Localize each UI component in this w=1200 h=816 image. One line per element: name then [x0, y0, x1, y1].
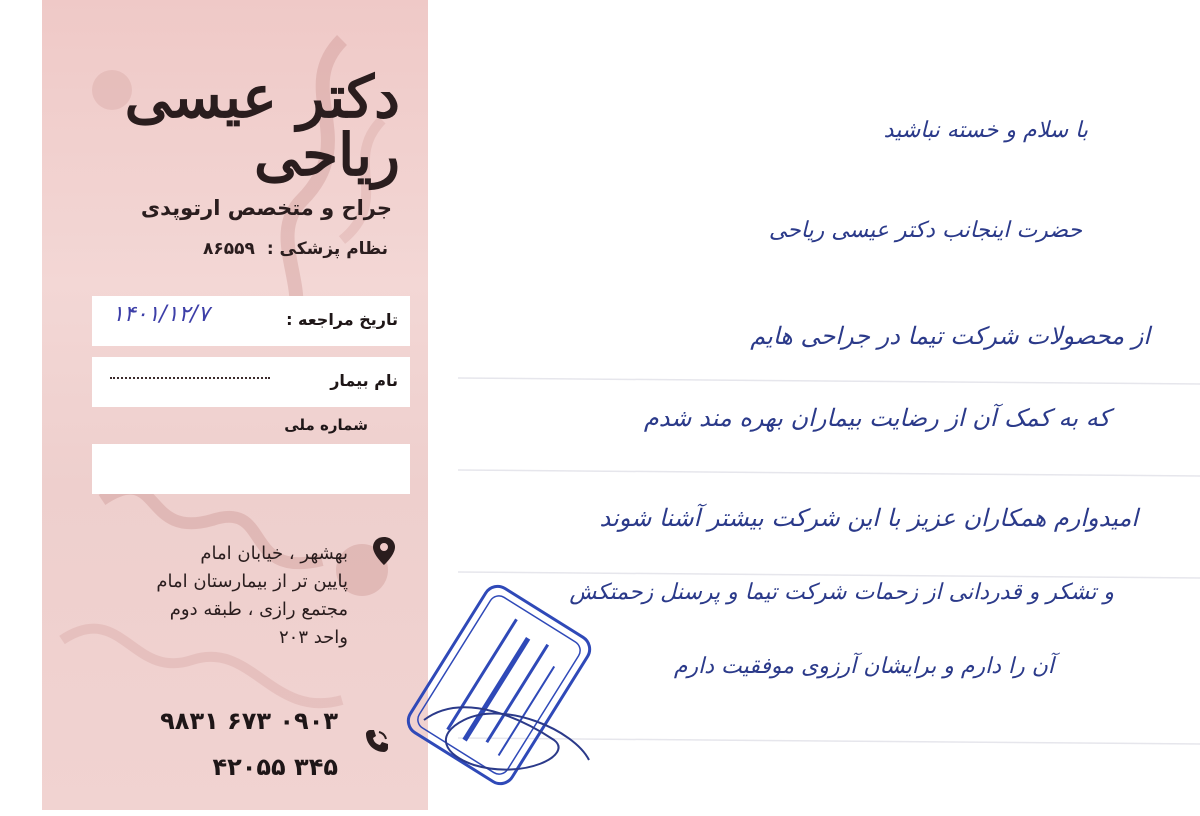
doctor-name: دکتر عیسی ریاحی [124, 63, 400, 189]
license-number: ۸۶۵۵۹ [203, 239, 255, 259]
location-pin-icon [372, 536, 396, 566]
appointment-card [42, 0, 428, 810]
letter-line: حضرت اینجانب دکتر عیسی ریاحی [768, 218, 1082, 243]
address-line: مجتمع رازی ، طبقه دوم [169, 599, 348, 620]
license-label: نظام پزشکی : [266, 239, 388, 259]
letter-line: که به کمک آن از رضایت بیماران بهره مند شدم [643, 404, 1110, 432]
address-line: واحد ۲۰۳ [278, 627, 348, 648]
patient-name-dotted-line [110, 377, 270, 379]
address-line: بهشهر ، خیابان امام [200, 543, 348, 564]
phone-mobile: ۰۹۰۳ ۶۷۳ ۹۸۳۱ [160, 707, 338, 735]
clinic-address [88, 540, 348, 652]
visit-date-label: تاریخ مراجعه : [286, 310, 398, 329]
visit-date-value: ۱۴۰۱/۱۲/۷ [112, 302, 210, 327]
letter-line: و تشکر و قدردانی از زحمات شرکت تیما و پرسنل زحمتکش [569, 580, 1114, 605]
patient-name-field [92, 357, 410, 407]
clinic-phones [88, 698, 338, 790]
medical-license [58, 239, 388, 259]
address-line: پایین تر از بیمارستان امام [156, 571, 348, 592]
national-id-label: شماره ملی [284, 416, 368, 434]
doctor-specialty: جراح و متخصص ارتوپدی [140, 196, 392, 220]
patient-name-label: نام بیمار [330, 371, 398, 390]
letter-line: با سلام و خسته نباشید [883, 118, 1088, 143]
phone-landline: ۳۴۵ ۴۲۰۵۵ [212, 753, 338, 781]
letter-line: از محصولات شرکت تیما در جراحی هایم [750, 322, 1150, 350]
doctor-stamp [404, 570, 594, 800]
visit-date-field [92, 296, 410, 346]
letter-line: امیدوارم همکاران عزیز با این شرکت بیشتر آشنا شوند [599, 504, 1138, 532]
phone-icon [364, 728, 390, 754]
national-id-field [92, 444, 410, 494]
letter-line: آن را دارم و برایشان آرزوی موفقیت دارم [673, 654, 1054, 679]
